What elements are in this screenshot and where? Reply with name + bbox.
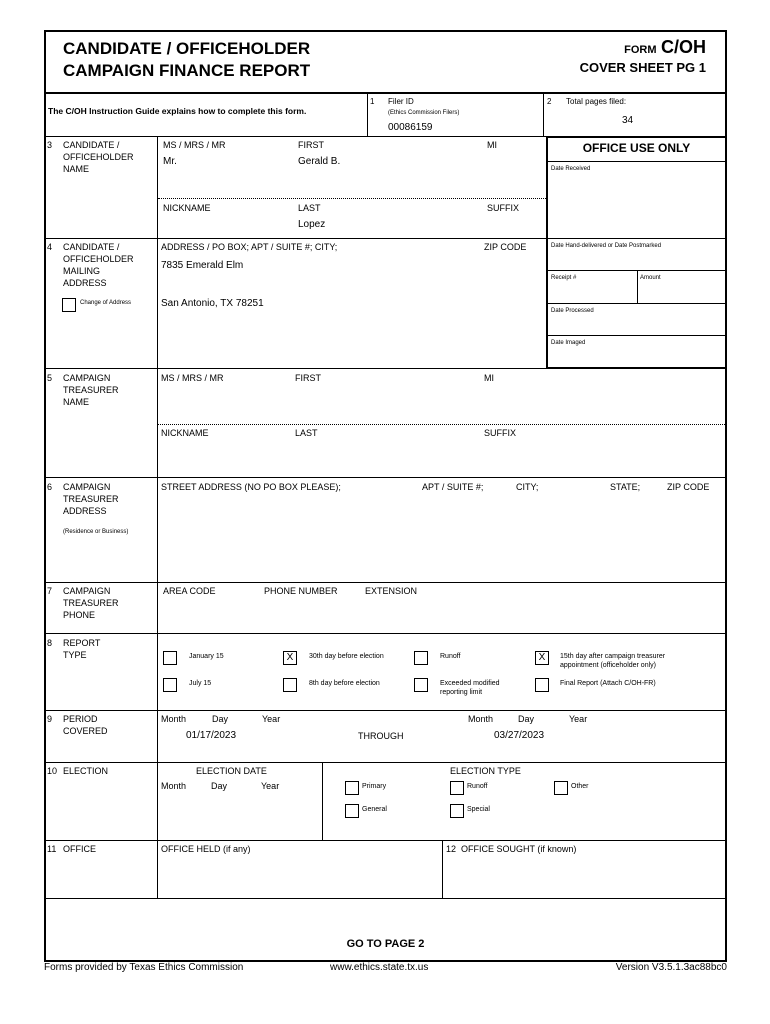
election-runoff-label: Runoff <box>467 783 488 790</box>
s6-label-1: CAMPAIGN <box>63 482 111 492</box>
s3-num: 3 <box>47 140 53 150</box>
divider <box>44 633 727 634</box>
election-runoff-checkbox[interactable] <box>450 781 464 795</box>
s10-type-label: ELECTION TYPE <box>450 766 521 776</box>
divider <box>44 582 727 583</box>
date-processed-label: Date Processed <box>551 308 594 314</box>
report-jan15-checkbox[interactable] <box>163 651 177 665</box>
s6-zip-label: ZIP CODE <box>667 482 710 492</box>
form-title-line1: CANDIDATE / OFFICEHOLDER <box>63 39 311 58</box>
report-30day-label: 30th day before election <box>309 653 384 660</box>
s10-day-label: Day <box>211 781 228 791</box>
s4-zip-label: ZIP CODE <box>484 242 527 252</box>
report-8day-label: 8th day before election <box>309 680 380 687</box>
s9-year-label-2: Year <box>569 714 588 724</box>
s7-label-1: CAMPAIGN <box>63 586 111 596</box>
s10-month-label: Month <box>161 781 187 791</box>
filer-id-num: 1 <box>370 97 375 106</box>
report-15day-label-2: appointment (officeholder only) <box>560 662 656 669</box>
report-jan15-label: January 15 <box>189 653 224 660</box>
s3-last-label: LAST <box>298 203 321 213</box>
s12-label: OFFICE SOUGHT (if known) <box>461 844 577 854</box>
divider <box>442 840 443 898</box>
change-of-address-label: Change of Address <box>80 300 132 306</box>
s12-num: 12 <box>446 844 457 854</box>
s4-address-label: ADDRESS / PO BOX; APT / SUITE #; CITY; <box>161 242 338 252</box>
s6-city-label: CITY; <box>516 482 539 492</box>
s3-nickname-label: NICKNAME <box>163 203 211 213</box>
s4-label-1: CANDIDATE / <box>63 242 120 252</box>
receipt-label: Receipt # <box>551 275 577 281</box>
report-final-label: Final Report (Attach C/OH-FR) <box>560 680 656 687</box>
s10-date-label: ELECTION DATE <box>196 766 267 776</box>
s3-label-2: OFFICEHOLDER <box>63 152 134 162</box>
s11-label: OFFICE <box>63 844 96 854</box>
divider <box>44 898 727 899</box>
date-received-label: Date Received <box>551 166 591 172</box>
divider <box>44 840 727 841</box>
s7-area-label: AREA CODE <box>163 586 216 596</box>
s9-day-label-2: Day <box>518 714 535 724</box>
cover-sheet-label: COVER SHEET PG 1 <box>579 60 706 75</box>
divider <box>548 303 725 304</box>
s9-label-2: COVERED <box>63 726 108 736</box>
s6-label-2: TREASURER <box>63 494 119 504</box>
footer-provider: Forms provided by Texas Ethics Commission <box>44 962 244 973</box>
s9-year-label: Year <box>262 714 281 724</box>
s5-suffix-label: SUFFIX <box>484 428 517 438</box>
candidate-last-value[interactable]: Lopez <box>298 219 326 230</box>
divider <box>158 198 546 199</box>
divider <box>44 710 727 711</box>
s8-label-1: REPORT <box>63 638 101 648</box>
s9-month-label-2: Month <box>468 714 494 724</box>
s5-nickname-label: NICKNAME <box>161 428 209 438</box>
s5-title-label: MS / MRS / MR <box>161 373 224 383</box>
s5-mi-label: MI <box>484 373 494 383</box>
divider <box>44 477 727 478</box>
divider <box>44 368 727 369</box>
form-prefix: FORM <box>624 44 657 56</box>
mailing-address-line1[interactable]: 7835 Emerald Elm <box>161 260 244 271</box>
s9-month-label: Month <box>161 714 187 724</box>
s6-street-label: STREET ADDRESS (NO PO BOX PLEASE); <box>161 482 341 492</box>
s8-num: 8 <box>47 638 53 648</box>
election-primary-label: Primary <box>362 783 387 790</box>
report-exceeded-label-1: Exceeded modified <box>440 680 500 687</box>
s8-label-2: TYPE <box>63 650 87 660</box>
amount-label: Amount <box>640 275 661 281</box>
total-pages-num: 2 <box>547 97 552 106</box>
candidate-first-value[interactable]: Gerald B. <box>298 156 341 167</box>
divider <box>367 94 368 136</box>
s3-title-label: MS / MRS / MR <box>163 140 226 150</box>
label-column-divider <box>157 137 158 898</box>
s4-label-2: OFFICEHOLDER <box>63 254 134 264</box>
report-30day-checkbox[interactable]: X <box>283 651 297 665</box>
s6-label-3: ADDRESS <box>63 506 107 516</box>
s9-day-label: Day <box>212 714 229 724</box>
footer-version: Version V3.5.1.3ac88bc0 <box>615 962 727 973</box>
footer-website[interactable]: www.ethics.state.tx.us <box>330 962 429 973</box>
goto-page-2: GO TO PAGE 2 <box>346 938 425 950</box>
divider <box>322 762 323 840</box>
s10-label: ELECTION <box>63 766 109 776</box>
divider <box>548 238 725 239</box>
s11-held-label: OFFICE HELD (if any) <box>161 844 251 854</box>
instruction-text: The C/OH Instruction Guide explains how to complete this form. <box>48 106 307 116</box>
election-special-label: Special <box>467 806 490 813</box>
s7-ext-label: EXTENSION <box>365 586 418 596</box>
date-hand-label: Date Hand-delivered or Date Postmarked <box>551 243 662 249</box>
total-pages-label: Total pages filed: <box>566 97 627 106</box>
s5-label-2: TREASURER <box>63 385 119 395</box>
report-8day-checkbox[interactable] <box>283 678 297 692</box>
divider <box>548 161 725 162</box>
filer-id-sublabel: (Ethics Commission Filers) <box>388 110 460 116</box>
total-pages-value[interactable]: 34 <box>622 115 634 126</box>
divider <box>44 762 727 763</box>
report-jul15-label: July 15 <box>189 680 212 687</box>
s6-apt-label: APT / SUITE #; <box>422 482 484 492</box>
report-jul15-checkbox[interactable] <box>163 678 177 692</box>
s3-first-label: FIRST <box>298 140 324 150</box>
filer-id-value[interactable]: 00086159 <box>388 122 433 133</box>
s11-num: 11 <box>47 844 57 854</box>
form-code <box>624 37 706 58</box>
report-15day-checkbox[interactable]: X <box>535 651 549 665</box>
election-other-label: Other <box>571 783 589 790</box>
s4-label-4: ADDRESS <box>63 278 107 288</box>
s5-last-label: LAST <box>295 428 318 438</box>
s4-num: 4 <box>47 242 53 252</box>
election-primary-checkbox[interactable] <box>345 781 359 795</box>
report-runoff-checkbox[interactable] <box>414 651 428 665</box>
s6-note: (Residence or Business) <box>63 529 129 535</box>
candidate-title-value[interactable]: Mr. <box>163 156 177 167</box>
divider <box>637 270 638 303</box>
period-through-label: THROUGH <box>358 731 404 741</box>
s5-num: 5 <box>47 373 53 383</box>
divider <box>44 238 547 239</box>
s6-num: 6 <box>47 482 53 492</box>
divider <box>44 136 547 137</box>
form-title-line2: CAMPAIGN FINANCE REPORT <box>63 61 311 80</box>
form-code-value: C/OH <box>661 37 706 57</box>
s5-label-3: NAME <box>63 397 90 407</box>
filer-id-label: Filer ID <box>388 97 414 106</box>
election-general-checkbox[interactable] <box>345 804 359 818</box>
mailing-address-line2[interactable]: San Antonio, TX 78251 <box>161 298 264 309</box>
s7-label-3: PHONE <box>63 610 96 620</box>
s3-label-1: CANDIDATE / <box>63 140 120 150</box>
s7-phone-label: PHONE NUMBER <box>264 586 338 596</box>
s3-suffix-label: SUFFIX <box>487 203 520 213</box>
period-to-value[interactable]: 03/27/2023 <box>494 730 545 741</box>
s4-label-3: MAILING <box>63 266 101 276</box>
period-from-value[interactable]: 01/17/2023 <box>186 730 237 741</box>
divider <box>548 335 725 336</box>
change-of-address-checkbox[interactable] <box>62 298 76 312</box>
election-special-checkbox[interactable] <box>450 804 464 818</box>
divider <box>158 424 727 425</box>
report-runoff-label: Runoff <box>440 653 461 660</box>
date-imaged-label: Date Imaged <box>551 340 586 346</box>
s10-year-label: Year <box>261 781 280 791</box>
s5-label-1: CAMPAIGN <box>63 373 111 383</box>
election-other-checkbox[interactable] <box>554 781 568 795</box>
s10-num: 10 <box>47 766 58 776</box>
report-exceeded-label-2: reporting limit <box>440 689 483 696</box>
s3-mi-label: MI <box>487 140 497 150</box>
s5-first-label: FIRST <box>295 373 321 383</box>
report-exceeded-checkbox[interactable] <box>414 678 428 692</box>
divider <box>543 94 544 136</box>
s9-num: 9 <box>47 714 53 724</box>
header-divider <box>44 92 727 94</box>
office-use-title: OFFICE USE ONLY <box>582 141 691 155</box>
election-general-label: General <box>362 806 387 813</box>
report-final-checkbox[interactable] <box>535 678 549 692</box>
report-15day-label-1: 15th day after campaign treasurer <box>560 653 666 660</box>
s7-label-2: TREASURER <box>63 598 119 608</box>
s9-label-1: PERIOD <box>63 714 98 724</box>
s6-state-label: STATE; <box>610 482 641 492</box>
s3-label-3: NAME <box>63 164 90 174</box>
s7-num: 7 <box>47 586 53 596</box>
